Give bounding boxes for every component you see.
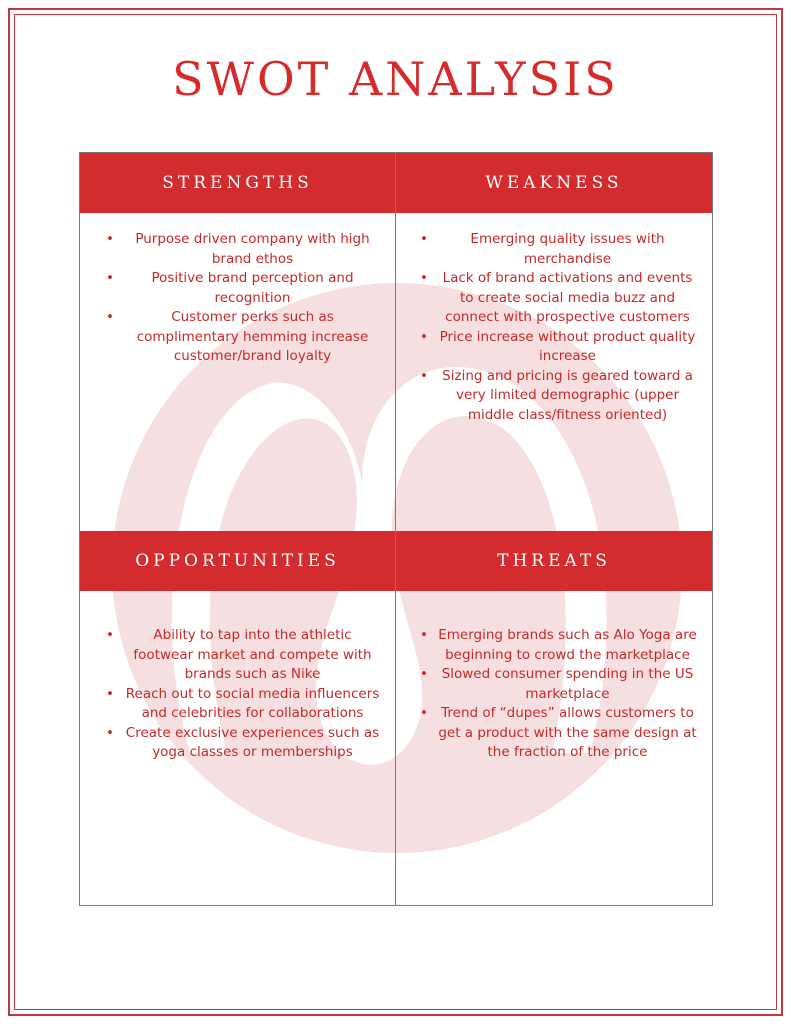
weakness-item-text: Sizing and pricing is geared toward a very limited demographic (upper middle class/fitness oriented): [442, 367, 693, 423]
strengths-list: [98, 230, 383, 367]
opportunities-list: [98, 626, 383, 763]
bullet-icon: •: [106, 724, 114, 741]
bullet-icon: •: [106, 270, 114, 286]
bullet-icon: •: [420, 231, 428, 247]
opportunities-item: [98, 685, 383, 724]
bullet-icon: •: [420, 666, 428, 682]
bullet-icon: •: [106, 685, 114, 702]
opportunities-item-text: Create exclusive experiences such as yoga classes or memberships: [125, 724, 380, 760]
opportunities-item-text: Reach out to social media influencers and celebrities for collaborations: [125, 685, 380, 721]
weakness-item-text: Lack of brand activations and events to create social media buzz and connect with prospective customers: [442, 270, 693, 325]
grid-vertical-divider: [395, 152, 396, 906]
strengths-item: [98, 308, 383, 367]
opportunities-item: [98, 724, 383, 763]
threats-item-text: Slowed consumer spending in the US marketplace: [441, 666, 694, 702]
strengths-header: STRENGTHS: [80, 153, 395, 213]
bullet-icon: •: [420, 328, 428, 345]
strengths-item-text: Positive brand perception and recognition: [151, 270, 354, 306]
weakness-item: [412, 230, 699, 269]
threats-item: [412, 665, 699, 704]
weakness-item-text: Emerging quality issues with merchandise: [470, 231, 665, 267]
strengths-item-text: Customer perks such as complimentary hemming increase customer/brand loyalty: [136, 309, 369, 364]
weakness-item: [412, 328, 699, 367]
strengths-item: [98, 230, 383, 269]
weakness-item: [412, 269, 699, 328]
page-title: SWOT ANALYSIS: [172, 52, 619, 106]
weakness-list: [412, 230, 699, 425]
bullet-icon: •: [106, 231, 114, 247]
bullet-icon: •: [420, 367, 428, 384]
threats-item: [412, 704, 699, 763]
bullet-icon: •: [420, 270, 428, 286]
opportunities-item-text: Ability to tap into the athletic footwear market and compete with brands such as Nike: [133, 627, 372, 682]
threats-item: [412, 626, 699, 665]
strengths-item: [98, 269, 383, 308]
bullet-icon: •: [420, 627, 428, 643]
bullet-icon: •: [106, 627, 114, 643]
weakness-item-text: Price increase without product quality increase: [439, 328, 696, 364]
bullet-icon: •: [420, 705, 428, 721]
opportunities-header: OPPORTUNITIES: [80, 531, 395, 591]
weakness-item: [412, 367, 699, 426]
opportunities-item: [98, 626, 383, 685]
threats-item-text: Trend of “dupes” allows customers to get a product with the same design at the fraction of the price: [438, 705, 697, 760]
threats-header: THREATS: [396, 531, 712, 591]
strengths-item-text: Purpose driven company with high brand ethos: [135, 231, 370, 267]
threats-item-text: Emerging brands such as Alo Yoga are beginning to crowd the marketplace: [438, 627, 697, 663]
weakness-header: WEAKNESS: [396, 153, 712, 213]
threats-list: [412, 626, 699, 763]
bullet-icon: •: [106, 309, 114, 325]
